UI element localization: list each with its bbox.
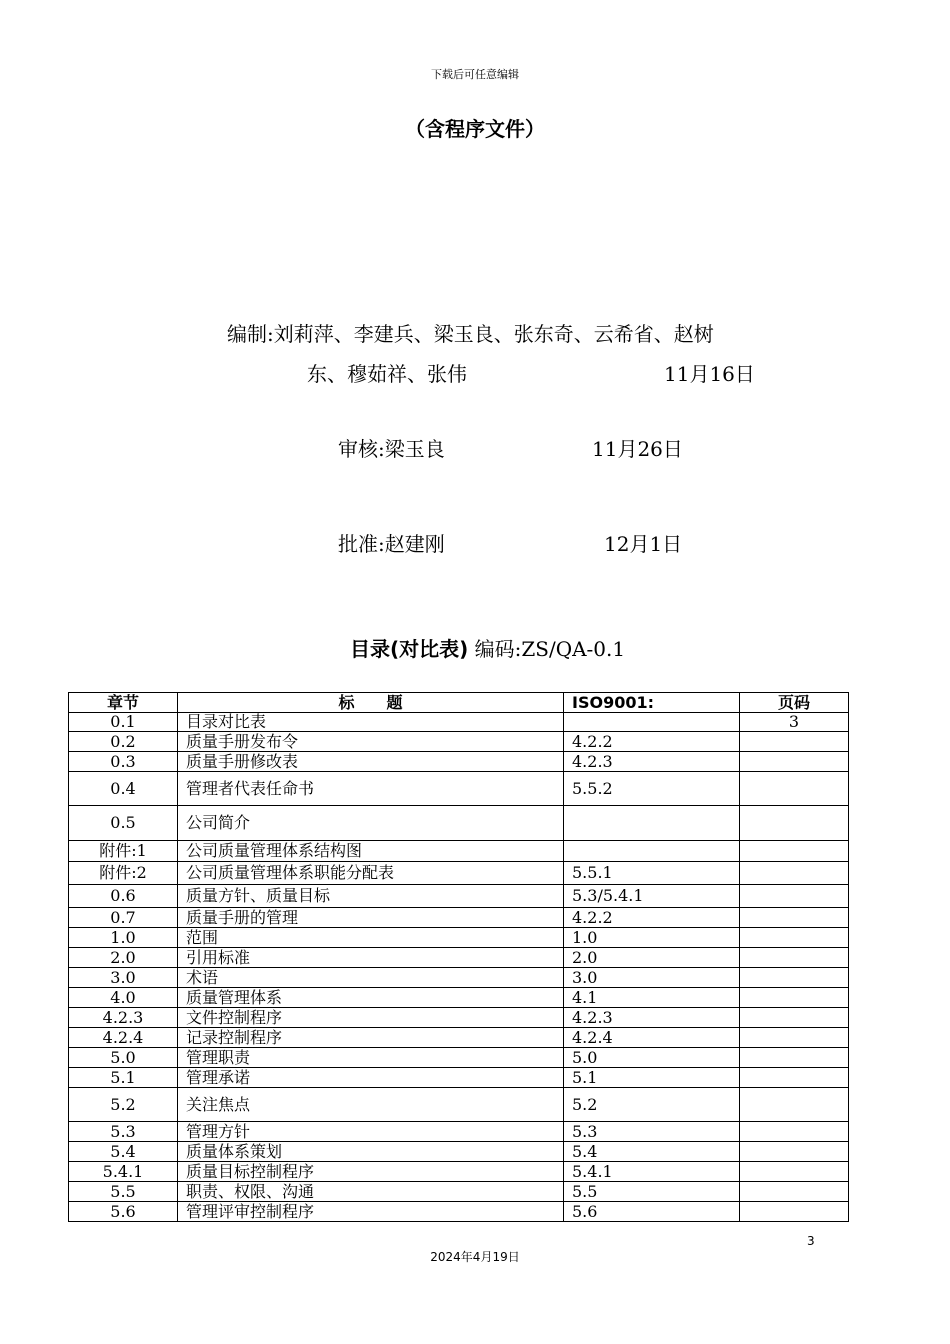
toc-title: 目录(对比表) xyxy=(350,637,469,661)
chapter-cell: 4.0 xyxy=(69,988,178,1008)
title-cell: 公司质量管理体系结构图 xyxy=(178,841,564,862)
page-cell xyxy=(740,1068,849,1088)
iso-cell: 5.5 xyxy=(564,1182,740,1202)
chapter-cell: 5.5 xyxy=(69,1182,178,1202)
page-cell xyxy=(740,772,849,806)
header-iso: ISO9001: xyxy=(564,693,740,713)
page-cell xyxy=(740,988,849,1008)
chapter-cell: 5.0 xyxy=(69,1048,178,1068)
title-cell: 关注焦点 xyxy=(178,1088,564,1122)
page-cell xyxy=(740,1182,849,1202)
chapter-cell: 0.4 xyxy=(69,772,178,806)
page-cell xyxy=(740,928,849,948)
iso-cell: 5.5.1 xyxy=(564,862,740,885)
chapter-cell: 0.1 xyxy=(69,713,178,732)
title-cell: 管理评审控制程序 xyxy=(178,1202,564,1222)
title-cell: 文件控制程序 xyxy=(178,1008,564,1028)
table-row xyxy=(69,772,849,806)
iso-cell: 5.3 xyxy=(564,1122,740,1142)
iso-cell: 5.0 xyxy=(564,1048,740,1068)
page-cell xyxy=(740,806,849,841)
page-cell xyxy=(740,968,849,988)
table-row xyxy=(69,1068,849,1088)
title-cell: 质量体系策划 xyxy=(178,1142,564,1162)
toc-heading xyxy=(350,633,625,662)
title-cell: 质量管理体系 xyxy=(178,988,564,1008)
iso-cell: 5.5.2 xyxy=(564,772,740,806)
reviewed-by: 审核:梁玉良 xyxy=(338,437,445,461)
toc-header-row xyxy=(69,693,849,713)
chapter-cell: 5.3 xyxy=(69,1122,178,1142)
iso-cell: 5.2 xyxy=(564,1088,740,1122)
iso-cell: 5.4.1 xyxy=(564,1162,740,1182)
table-row xyxy=(69,928,849,948)
title-cell: 公司质量管理体系职能分配表 xyxy=(178,862,564,885)
chapter-cell: 3.0 xyxy=(69,968,178,988)
chapter-cell: 4.2.4 xyxy=(69,1028,178,1048)
title-cell: 职责、权限、沟通 xyxy=(178,1182,564,1202)
table-row xyxy=(69,948,849,968)
table-row xyxy=(69,988,849,1008)
approved-by: 批准:赵建刚 xyxy=(338,532,445,556)
iso-cell: 4.2.3 xyxy=(564,752,740,772)
page-cell: 3 xyxy=(740,713,849,732)
chapter-cell: 附件:2 xyxy=(69,862,178,885)
table-row xyxy=(69,968,849,988)
iso-cell: 1.0 xyxy=(564,928,740,948)
table-row xyxy=(69,841,849,862)
page-cell xyxy=(740,1088,849,1122)
iso-cell: 4.2.2 xyxy=(564,732,740,752)
iso-cell: 2.0 xyxy=(564,948,740,968)
iso-cell xyxy=(564,713,740,732)
iso-cell xyxy=(564,806,740,841)
title-cell: 范围 xyxy=(178,928,564,948)
chapter-cell: 附件:1 xyxy=(69,841,178,862)
table-row xyxy=(69,752,849,772)
chapter-cell: 1.0 xyxy=(69,928,178,948)
table-row xyxy=(69,1202,849,1222)
chapter-cell: 5.2 xyxy=(69,1088,178,1122)
chapter-cell: 2.0 xyxy=(69,948,178,968)
header-note: 下载后可任意编辑 xyxy=(431,68,519,81)
page-cell xyxy=(740,1142,849,1162)
header-chapter: 章节 xyxy=(69,693,178,713)
page-cell xyxy=(740,1122,849,1142)
chapter-cell: 0.5 xyxy=(69,806,178,841)
page-cell xyxy=(740,732,849,752)
toc-table xyxy=(68,692,849,1222)
table-row xyxy=(69,1162,849,1182)
title-cell: 目录对比表 xyxy=(178,713,564,732)
page-cell xyxy=(740,841,849,862)
table-row xyxy=(69,862,849,885)
table-row xyxy=(69,885,849,908)
title-cell: 引用标准 xyxy=(178,948,564,968)
table-row xyxy=(69,1028,849,1048)
title-cell: 管理方针 xyxy=(178,1122,564,1142)
toc-body xyxy=(69,713,849,1222)
title-cell: 质量手册修改表 xyxy=(178,752,564,772)
chapter-cell: 0.7 xyxy=(69,908,178,928)
toc-code: 编码:ZS/QA-0.1 xyxy=(468,637,626,661)
table-row xyxy=(69,1122,849,1142)
document-subtitle: （含程序文件） xyxy=(405,117,545,141)
table-row xyxy=(69,1048,849,1068)
table-row xyxy=(69,1088,849,1122)
page-cell xyxy=(740,862,849,885)
page-cell xyxy=(740,1162,849,1182)
title-cell: 管理者代表任命书 xyxy=(178,772,564,806)
page-cell xyxy=(740,1048,849,1068)
table-row xyxy=(69,713,849,732)
compiled-date: 11月16日 xyxy=(664,362,755,386)
title-cell: 记录控制程序 xyxy=(178,1028,564,1048)
page-cell xyxy=(740,1008,849,1028)
iso-cell: 3.0 xyxy=(564,968,740,988)
page-cell xyxy=(740,948,849,968)
page-cell xyxy=(740,885,849,908)
page-cell xyxy=(740,752,849,772)
table-row xyxy=(69,908,849,928)
title-cell: 质量目标控制程序 xyxy=(178,1162,564,1182)
table-row xyxy=(69,1182,849,1202)
chapter-cell: 5.4.1 xyxy=(69,1162,178,1182)
iso-cell: 5.3/5.4.1 xyxy=(564,885,740,908)
title-cell: 公司简介 xyxy=(178,806,564,841)
header-page: 页码 xyxy=(740,693,849,713)
iso-cell: 4.2.3 xyxy=(564,1008,740,1028)
title-cell: 质量方针、质量目标 xyxy=(178,885,564,908)
table-row xyxy=(69,732,849,752)
approved-date: 12月1日 xyxy=(604,532,683,556)
footer-date: 2024年4月19日 xyxy=(430,1250,520,1264)
iso-cell: 4.1 xyxy=(564,988,740,1008)
chapter-cell: 5.4 xyxy=(69,1142,178,1162)
title-cell: 管理承诺 xyxy=(178,1068,564,1088)
title-cell: 术语 xyxy=(178,968,564,988)
chapter-cell: 5.1 xyxy=(69,1068,178,1088)
title-cell: 管理职责 xyxy=(178,1048,564,1068)
table-row xyxy=(69,1142,849,1162)
iso-cell: 5.6 xyxy=(564,1202,740,1222)
chapter-cell: 4.2.3 xyxy=(69,1008,178,1028)
table-row xyxy=(69,1008,849,1028)
chapter-cell: 5.6 xyxy=(69,1202,178,1222)
iso-cell: 4.2.4 xyxy=(564,1028,740,1048)
compiled-by-line2: 东、穆茹祥、张伟 xyxy=(307,362,467,386)
iso-cell: 5.4 xyxy=(564,1142,740,1162)
header-title: 标 题 xyxy=(178,693,564,713)
title-cell: 质量手册的管理 xyxy=(178,908,564,928)
title-cell: 质量手册发布令 xyxy=(178,732,564,752)
page-cell xyxy=(740,1202,849,1222)
table-row xyxy=(69,806,849,841)
chapter-cell: 0.2 xyxy=(69,732,178,752)
iso-cell xyxy=(564,841,740,862)
page-cell xyxy=(740,908,849,928)
reviewed-date: 11月26日 xyxy=(592,437,683,461)
page-cell xyxy=(740,1028,849,1048)
iso-cell: 5.1 xyxy=(564,1068,740,1088)
compiled-by-line1: 编制:刘莉萍、李建兵、梁玉良、张东奇、云希省、赵树 xyxy=(227,322,714,346)
chapter-cell: 0.6 xyxy=(69,885,178,908)
page-number: 3 xyxy=(807,1234,815,1248)
iso-cell: 4.2.2 xyxy=(564,908,740,928)
chapter-cell: 0.3 xyxy=(69,752,178,772)
